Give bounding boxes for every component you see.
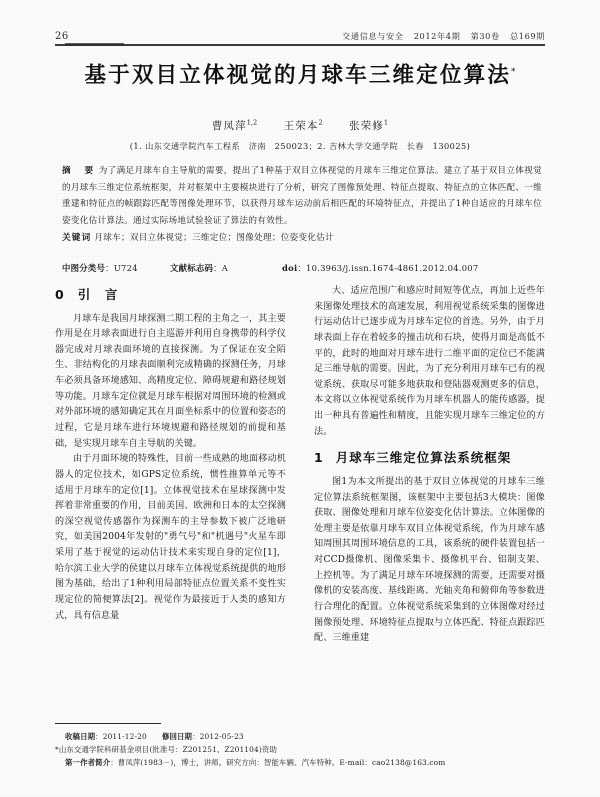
footnote-funding: *山东交通学院科研基金项目(批准号：Z201251、Z201104)资助 bbox=[55, 745, 277, 755]
section-1-number: 1 bbox=[314, 450, 324, 466]
revised-value: 2012-05-23 bbox=[199, 732, 244, 741]
section-1-title: 月球车三维定位算法系统框架 bbox=[335, 450, 512, 466]
abstract-label: 摘 要 bbox=[62, 166, 96, 176]
doc-code-label: 文献标志码 bbox=[170, 263, 214, 273]
section-0-paragraph-2: 由于月面环境的特殊性，目前一些成熟的地面移动机器人的定位技术，如GPS定位系统，惯性推算单元等不适用于月球车的定位[1]。立体视觉技术在星球探测中发挥着非常重要的作用，目前美国、欧洲和日本的太空探测的深空视觉传感器作为探测车的主导参数下被广泛地研究，如美国2004年发射的"勇气号"和"机遇号"火星车即采用了基于视觉的运动估计技术来实现自身的定位[1]，哈尔滨工业大学的侯建以月球车立体视觉系统提供的地形图为基础，给出了1种利用局部特征点位置关系不变性实现定位的简便算法[2]。视觉作为最接近于人类的感知方式，具有信息量 bbox=[55, 454, 286, 621]
bio-label: 第一作者简介 bbox=[65, 758, 111, 768]
right-column-continuation: 大、适应范围广和感应时间短等优点，再加上近些年来图像处理技术的高速发展，利用视觉系统采集的图像进行运动估计已逐步成为月球车定位的首选。另外，由于月球表面上存在着较多的撞击坑和石块，使得月面是高低不平的，此时的地面对月球车进行二维平面的定位已不能满足三维导航的需要。因此，为了充分利用月球车已有的视觉系统、获取尽可能多地获取和登陆器观测更多的信息，本文将以立体视觉系统作为月球车机器人的能传感器，提出一种具有普遍性和精度，且能实现月球车三维定位的方法。 bbox=[314, 286, 545, 437]
author-1-name: 曹凤萍 bbox=[211, 120, 247, 132]
journal-serial: 总169期 bbox=[509, 31, 545, 41]
author-3 bbox=[349, 120, 388, 132]
section-0-title: 引 言 bbox=[77, 287, 119, 302]
clc-label: 中图分类号 bbox=[62, 263, 106, 273]
author-list bbox=[55, 118, 545, 133]
author-3-affil-marker: 1 bbox=[383, 118, 389, 127]
footnote-rule bbox=[55, 723, 161, 724]
column-right bbox=[314, 284, 545, 716]
doi-label: doi bbox=[282, 263, 298, 273]
column-gap bbox=[314, 440, 545, 447]
received-label: 收稿日期 bbox=[65, 732, 96, 741]
doc-code-value: A bbox=[221, 263, 229, 273]
section-heading-0 bbox=[55, 284, 286, 306]
page-title bbox=[55, 62, 545, 90]
author-2 bbox=[284, 120, 323, 132]
bio-text: 曹凤萍(1983－)，博士，讲师。研究方向：智能车辆、汽车特种。E-mail：cao2138@163.com bbox=[117, 758, 446, 768]
doc-code-segment: 文献标志码：A bbox=[170, 263, 229, 273]
author-1 bbox=[212, 120, 257, 132]
abstract-block bbox=[62, 163, 542, 247]
keywords-label: 关键词 bbox=[62, 233, 92, 243]
author-1-affil-marker: 1,2 bbox=[246, 118, 258, 127]
body-columns bbox=[55, 284, 545, 716]
revised-label: 修回日期 bbox=[161, 732, 193, 741]
footnote-dates: 收稿日期：2011-12-20 修回日期：2012-05-23 bbox=[65, 732, 244, 741]
doi-segment: doi：10.3963/j.issn.1674-4861.2012.04.007 bbox=[282, 263, 479, 273]
running-head bbox=[55, 27, 545, 42]
author-3-name: 张荣修 bbox=[349, 120, 384, 132]
column-left bbox=[55, 284, 286, 716]
title-text: 基于双目立体视觉的月球车三维定位算法 bbox=[84, 63, 512, 88]
footnote-author-bio: 第一作者简介：曹凤萍(1983－)，博士，讲师。研究方向：智能车辆、汽车特种。E-mail：cao2138@163.com bbox=[65, 758, 446, 768]
doi-value: 10.3963/j.issn.1674-4861.2012.04.007 bbox=[306, 263, 479, 273]
keywords-paragraph bbox=[62, 230, 542, 247]
abstract-text: 为了满足月球车自主导航的需要，提出了1种基于双目立体视觉的月球车三维定位算法。建立了基于双目立体视觉的月球车三维定位系统框架，并对框架中主要模块进行了分析，研究了图像预处理、特征点提取、特征点的立体匹配、一维重建和特征点的帧跟踪匹配等图像处理环节，以获得月球车运动前后相匹配的环境特征点，并提出了1种自适应的月球车位姿变化估计算法。通过实际场地试验验证了算法的有效性。 bbox=[62, 166, 542, 226]
title-footnote-marker: * bbox=[511, 66, 516, 77]
section-0-paragraph-1: 月球车是我国月球探测二期工程的主角之一，其主要作用是在月球表面进行自主巡游并利用自身携带的科学仪器完成对月球表面环境的直接探测。为了保证在安全陌生、非结构化的月球表面顺利完成精确的探测任务，月球车必须具备环境感知、高精度定位、障碍规避和路径规划等功能。月球车定位就是月球车根据对周围环境的检测或对外部环境的感知确定其在月面坐标系中的位置和姿态的过程，它是月球车进行环境规避和路径规划的前提和基础，是实现月球车自主导航的关键。 bbox=[55, 313, 286, 449]
author-2-affil-marker: 2 bbox=[318, 118, 323, 127]
clc-value: U724 bbox=[113, 263, 138, 273]
classification-line bbox=[62, 262, 542, 274]
abstract-paragraph bbox=[62, 163, 542, 229]
page-number: 26 bbox=[55, 31, 69, 42]
header-rule bbox=[55, 44, 545, 46]
section-heading-1 bbox=[314, 447, 545, 469]
journal-year-issue: 2012年4期 bbox=[413, 31, 461, 41]
keywords-text: 月球车；双目立体视觉；三维定位；图像处理；位姿变化估计 bbox=[94, 233, 334, 243]
journal-volume: 第30卷 bbox=[470, 31, 500, 41]
clc-segment: 中图分类号：U724 bbox=[62, 263, 138, 273]
section-0-number: 0 bbox=[55, 287, 65, 302]
received-value: 2011-12-20 bbox=[102, 732, 147, 741]
section-1-paragraph-1: 图1为本文所提出的基于双目立体视觉的月球车三维定位算法系统框架图，该框架中主要包括3大模块：图像获取、图像处理和月球车位姿变化估计算法。立体图像的处理主要是依靠月球车双目立体视觉系统，作为月球车感知周围其周围环境信息的工具，该系统的硬件装置包括一对CCD摄像机、图像采集卡、摄像机平台、铝制支架、上控机等。为了满足月球车环境探测的需要，还需要对摄像机的安装高度、基线距离、光轴夹角和俯仰角等参数进行合理化的配置。立体视觉系统采集到的立体图像对经过图像预处理、环境特征点提取与立体匹配、特征点跟踪匹配、三维重建 bbox=[314, 476, 545, 644]
journal-info bbox=[335, 31, 545, 42]
affiliation: (1. 山东交通学院汽车工程系 济南 250023；2. 吉林大学交通学院 长春 130025) bbox=[129, 141, 471, 151]
footnote-block bbox=[55, 730, 550, 770]
author-2-name: 王荣本 bbox=[283, 120, 319, 132]
journal-name: 交通信息与安全 bbox=[342, 31, 404, 41]
